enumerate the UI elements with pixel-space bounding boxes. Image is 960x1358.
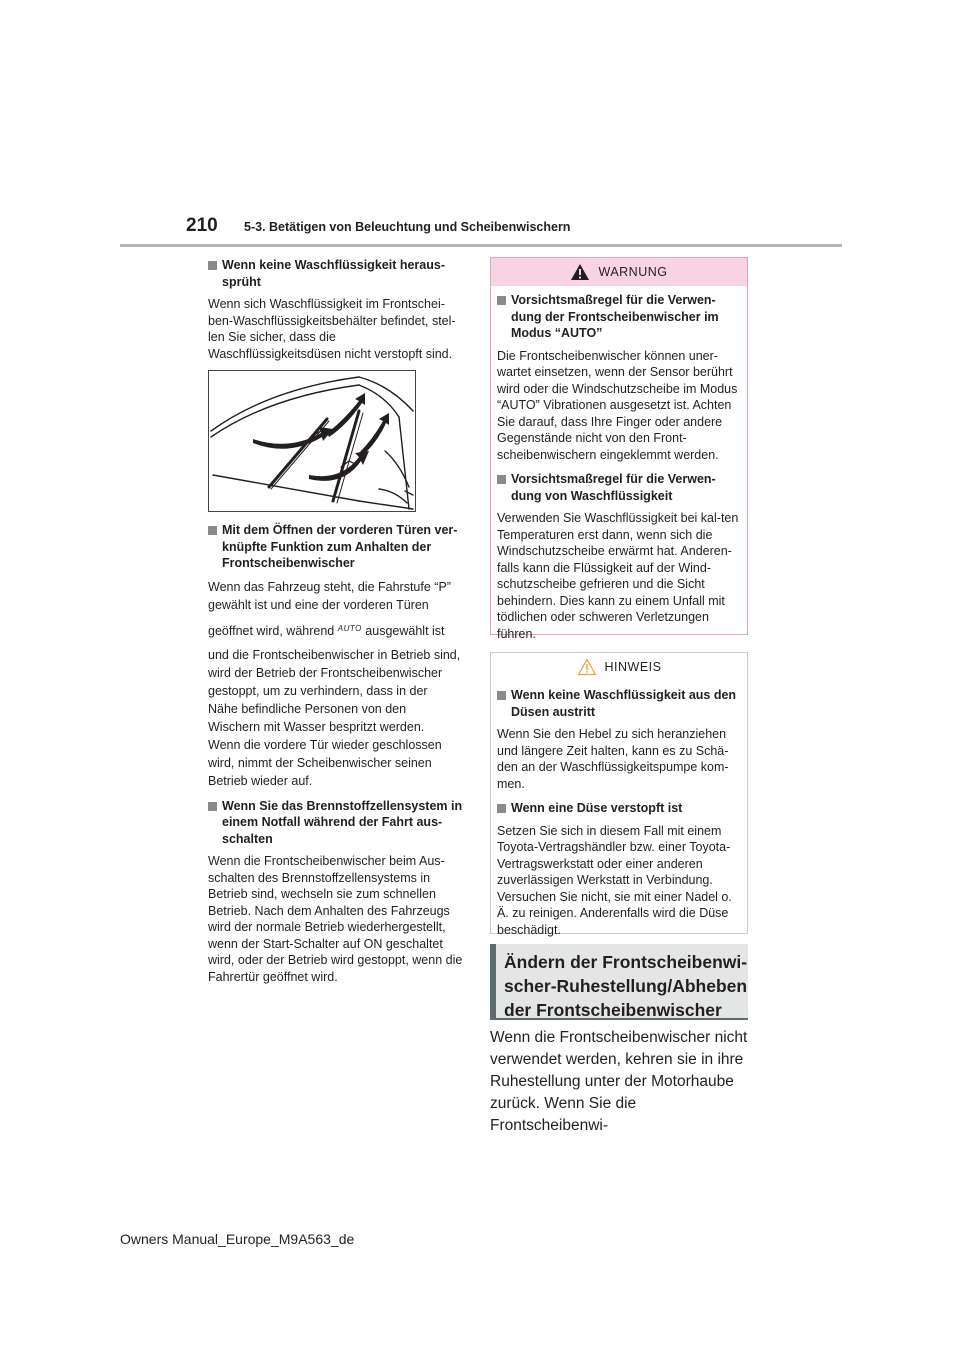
note-text-no-fluid: Wenn Sie den Hebel zu sich heranziehen und längere Zeit halten, kann es zu Schä-den an der Waschflüssigkeitspumpe kom-men. <box>497 727 729 791</box>
square-bullet-icon <box>497 296 506 305</box>
warning-label: WARNUNG <box>598 265 668 279</box>
warning-text-washer-fluid: Verwenden Sie Waschflüssigkeit bei kal-ten Temperaturen erst dann, wenn sich die Windschutzscheibe erwärmt hat. Anderen-falls kann die Flüssigkeit auf der Wind-schutzscheibe gefrieren und die Sicht behindern. Dies kann zu einem Unfall mit tödlichen oder schweren Verletzungen führen. <box>497 511 739 641</box>
header-divider <box>120 244 842 247</box>
square-bullet-icon <box>497 475 506 484</box>
paragraph-emergency-shutoff: Wenn die Frontscheibenwischer beim Aus-schalten des Brennstoffzellensystems in Betrieb sind, wechseln sie zum schnellen Betrieb. Nach dem Anhalten des Fahrzeugs wird der normale Betrieb wiederhergestellt, wenn der Start-Schalter auf ON geschaltet wird, oder der Betrieb wird gestoppt, wenn die Fahrertür geöffnet wird. <box>208 854 463 984</box>
caution-triangle-icon <box>577 658 597 676</box>
square-bullet-icon <box>497 804 506 813</box>
warning-text-auto-mode: Die Frontscheibenwischer können uner-wartet einsetzen, wenn der Sensor berührt wird oder die Windschutzscheibe im Modus “AUTO” Vibrationen ausgesetzt ist. Achten Sie darauf, dass Ihre Finger oder andere Gegenstände nicht von den Front-scheibenwischern eingeklemmt werden. <box>497 348 738 462</box>
note-text-clogged-nozzle: Setzen Sie sich in diesem Fall mit einem Toyota-Vertragshändler bzw. einer Toyota-Vertragswerkstatt oder einer anderen zuverlässigen Werkstatt in Verbindung. Versuchen Sie nicht, sie mit einer Nadel o. Ä. zu reinigen. Anderenfalls wird die Düse beschädigt. <box>497 823 732 937</box>
page-number: 210 <box>186 215 218 236</box>
auto-symbol-icon: AUTO <box>337 623 362 633</box>
subheading-no-washer-fluid: Wenn keine Waschflüssigkeit heraus-sprüht <box>208 257 466 290</box>
section-heading: Ändern der Frontscheibenwi- scher-Ruhestellung/Abheben der Frontscheibenwischer <box>490 944 748 1020</box>
paragraph-no-washer-fluid: Wenn sich Waschflüssigkeit im Frontschei-ben-Waschflüssigkeitsbehälter befindet, stel-len Sie sicher, dass die Waschflüssigkeitsdüsen nicht verstopft sind. <box>208 297 456 361</box>
chapter-title: 5-3. Betätigen von Beleuchtung und Scheibenwischern <box>244 220 571 234</box>
subheading-door-stop-function: Mit dem Öffnen der vorderen Türen ver-knüpfte Funktion zum Anhalten der Frontscheibenwischer <box>208 522 466 572</box>
square-bullet-icon <box>208 526 217 535</box>
warning-item-washer-fluid: Vorsichtsmaßregel für die Verwen-dung von Waschflüssigkeit <box>497 471 741 504</box>
footer-document-id: Owners Manual_Europe_M9A563_de <box>120 1231 355 1247</box>
warning-box <box>490 257 748 641</box>
wiper-illustration <box>208 370 416 512</box>
note-label: HINWEIS <box>604 660 662 674</box>
warning-item-auto-mode: Vorsichtsmaßregel für die Verwen-dung der Frontscheibenwischer im Modus “AUTO” <box>497 292 741 342</box>
square-bullet-icon <box>208 261 217 270</box>
note-item-clogged-nozzle: Wenn eine Düse verstopft ist <box>497 800 741 817</box>
paragraph-door-stop-function: Wenn das Fahrzeug steht, die Fahrstufe “P” gewählt ist und eine der vorderen Türen geöffnet wird, während $^{AUTO}$ ausgewählt ist und die Frontscheibenwischer in Betrieb sind, wird der Betrieb der Frontscheibenwischer gestoppt, um zu verhindern, dass in der Nähe befindliche Personen von den Wischern mit Wasser bespritzt werden. Wenn die vordere Tür wieder geschlossen wird, nimmt der Scheibenwischer seinen Betrieb wieder auf. <box>208 579 461 788</box>
square-bullet-icon <box>497 691 506 700</box>
windshield-wiper-drawing <box>209 371 415 511</box>
warning-triangle-icon <box>570 263 590 281</box>
section-paragraph: Wenn die Frontscheibenwischer nicht verwendet werden, kehren sie in ihre Ruhestellung unter der Motorhaube zurück. Wenn Sie die Frontscheibenwi- <box>490 1029 748 1134</box>
subheading-emergency-shutoff: Wenn Sie das Brennstoffzellensystem in einem Notfall während der Fahrt aus-schalten <box>208 798 466 848</box>
square-bullet-icon <box>208 802 217 811</box>
warning-header <box>491 258 747 286</box>
note-box <box>490 652 748 937</box>
note-header <box>491 653 747 681</box>
note-item-no-fluid: Wenn keine Waschflüssigkeit aus den Düsen austritt <box>497 687 741 720</box>
left-column <box>208 257 466 993</box>
